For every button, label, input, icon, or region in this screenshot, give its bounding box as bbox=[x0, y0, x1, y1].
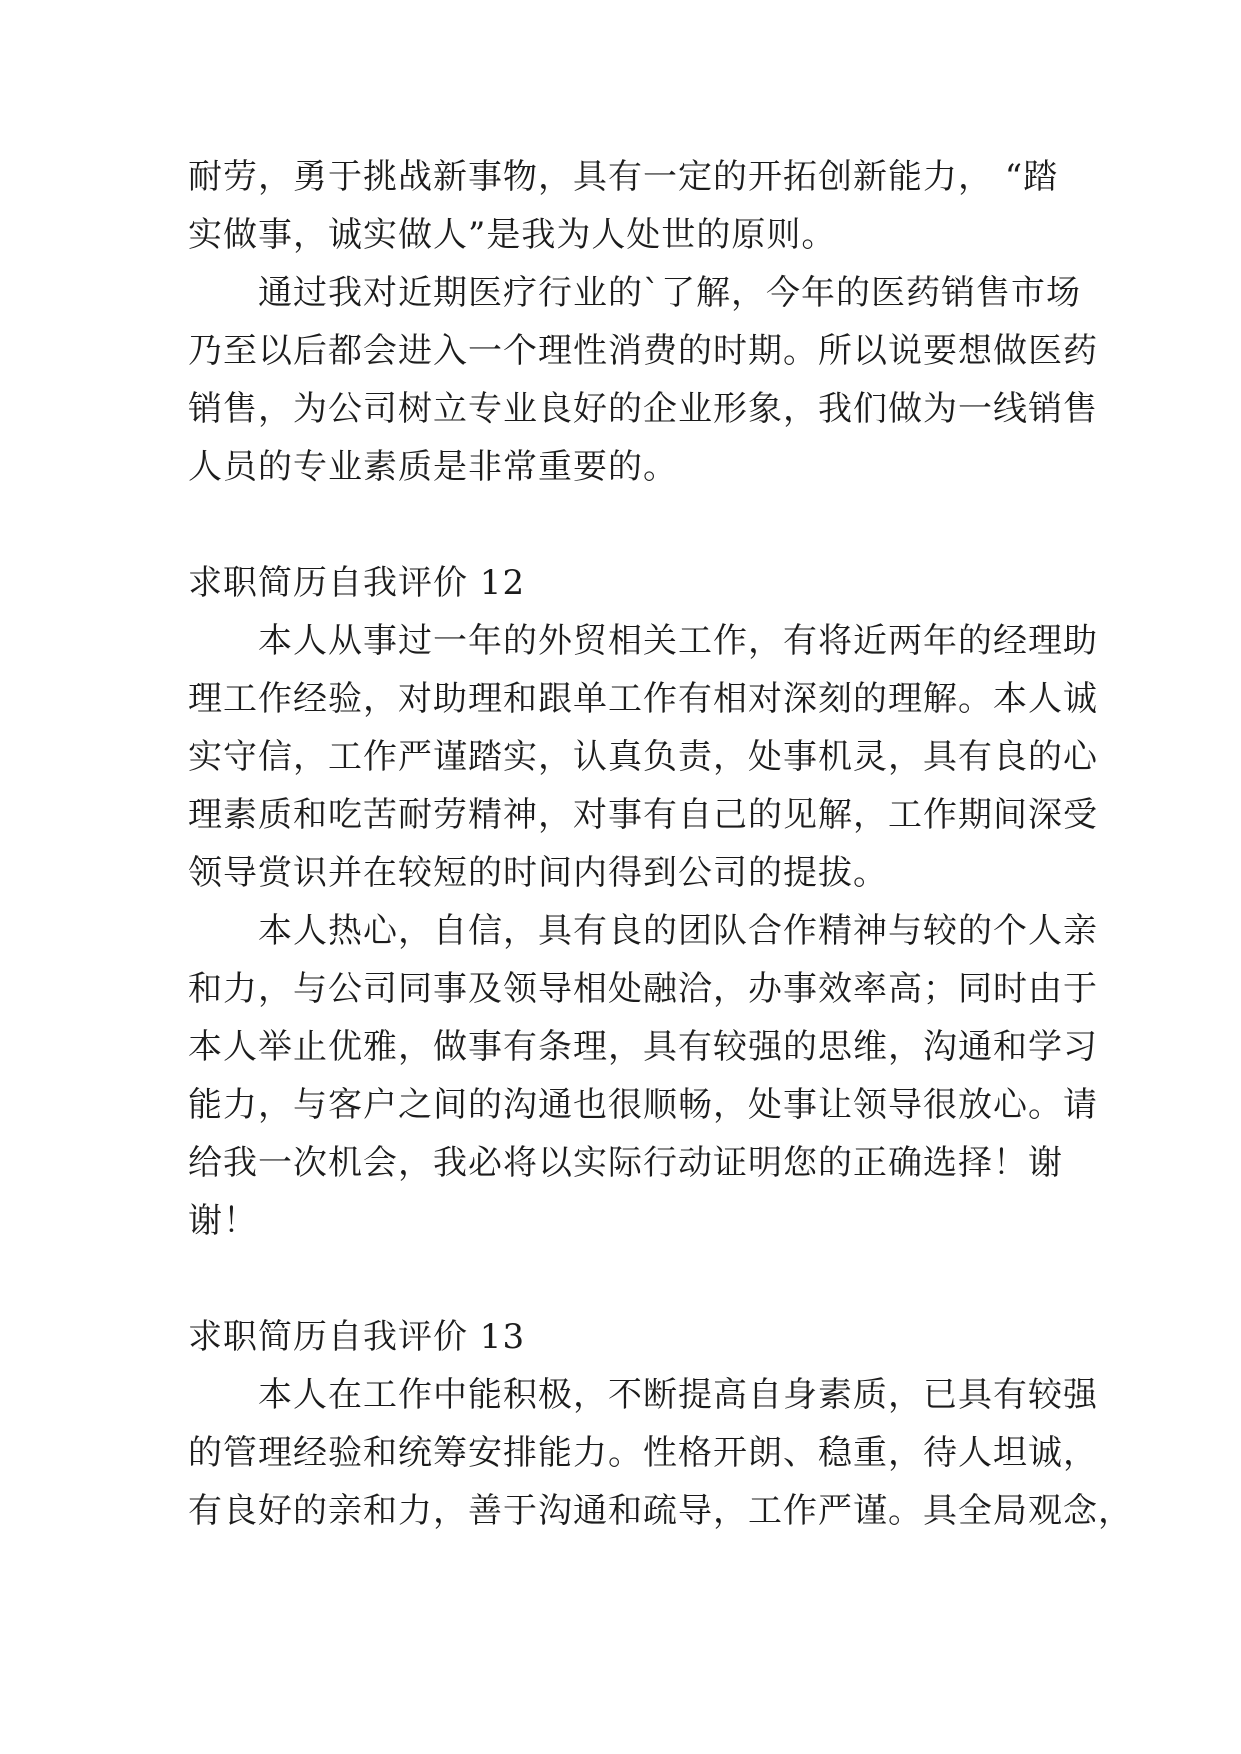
text-line: 人员的专业素质是非常重要的。 bbox=[188, 447, 678, 487]
document-body bbox=[188, 148, 1133, 1540]
text-line: 谢！ bbox=[188, 1201, 258, 1241]
paragraph bbox=[188, 264, 1098, 496]
paragraph bbox=[188, 148, 1059, 264]
text-line: 销售，为公司树立专业良好的企业形象，我们做为一线销售 bbox=[188, 389, 1098, 429]
text-line: 本人从事过一年的外贸相关工作，有将近两年的经理助 bbox=[258, 621, 1098, 661]
section-heading: 求职简历自我评价 13 bbox=[188, 1317, 526, 1357]
text-line: 能力，与客户之间的沟通也很顺畅，处事让领导很放心。请 bbox=[188, 1085, 1098, 1125]
text-line: 实守信，工作严谨踏实，认真负责，处事机灵，具有良的心 bbox=[188, 737, 1098, 777]
text-line: 的管理经验和统筹安排能力。性格开朗、稳重，待人坦诚， bbox=[188, 1433, 1098, 1473]
text-line: 乃至以后都会进入一个理性消费的时期。所以说要想做医药 bbox=[188, 331, 1098, 371]
spacer bbox=[188, 496, 1048, 554]
section-13 bbox=[188, 1308, 1133, 1540]
text-line: 通过我对近期医疗行业的`了解，今年的医药销售市场 bbox=[258, 273, 1081, 313]
text-line: 本人举止优雅，做事有条理，具有较强的思维，沟通和学习 bbox=[188, 1027, 1098, 1067]
text-line: 给我一次机会，我必将以实际行动证明您的正确选择！谢 bbox=[188, 1143, 1063, 1183]
paragraph bbox=[188, 1366, 1133, 1540]
text-line: 耐劳，勇于挑战新事物，具有一定的开拓创新能力， “踏 bbox=[188, 157, 1059, 197]
text-line: 有良好的亲和力，善于沟通和疏导，工作严谨。具全局观念， bbox=[188, 1491, 1133, 1531]
spacer bbox=[188, 1250, 1048, 1308]
paragraph bbox=[188, 612, 1098, 902]
section-12 bbox=[188, 554, 1098, 1250]
paragraph bbox=[188, 902, 1098, 1250]
text-line: 实做事，诚实做人”是我为人处世的原则。 bbox=[188, 215, 837, 255]
text-line: 领导赏识并在较短的时间内得到公司的提拔。 bbox=[188, 853, 888, 893]
text-line: 本人在工作中能积极，不断提高自身素质，已具有较强 bbox=[258, 1375, 1098, 1415]
text-line: 理素质和吃苦耐劳精神，对事有自己的见解，工作期间深受 bbox=[188, 795, 1098, 835]
text-line: 本人热心，自信，具有良的团队合作精神与较的个人亲 bbox=[258, 911, 1098, 951]
text-line: 和力，与公司同事及领导相处融洽，办事效率高；同时由于 bbox=[188, 969, 1098, 1009]
section-heading: 求职简历自我评价 12 bbox=[188, 563, 526, 603]
text-line: 理工作经验，对助理和跟单工作有相对深刻的理解。本人诚 bbox=[188, 679, 1098, 719]
